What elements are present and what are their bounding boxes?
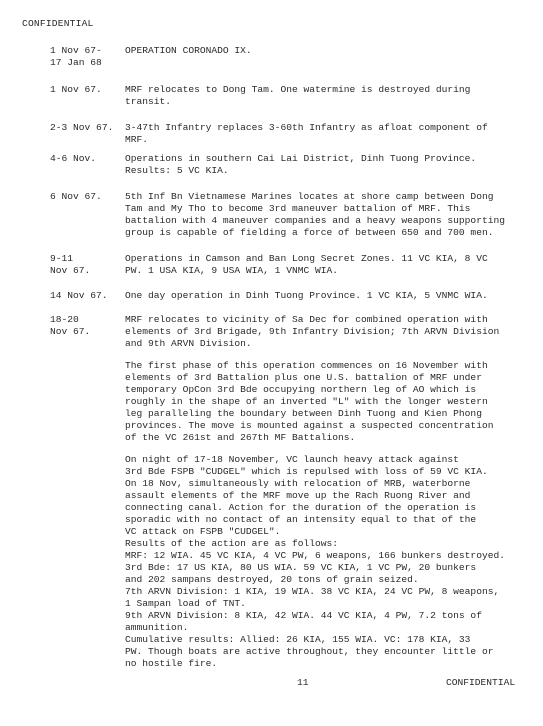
- entry-date: 18-20 Nov 67.: [50, 314, 91, 337]
- results-block: Results of the action are as follows: MRF: 12 WIA. 45 VC KIA, 4 VC PW, 6 weapons, 166 bunkers destroyed. 3rd Bde: 17 US KIA, 80 US WIA. 59 VC KIA, 1 VC PW, 20 bunkers and 202 sampans destroyed, 20 tons of grain seized. 7th ARVN Division: 1 KIA, 19 WIA. 38 VC KIA, 24 VC PW, 8 weapons, 1 Sampan load of TNT. 9th ARVN Division: 8 KIA, 42 WIA. 44 VC KIA, 4 PW, 7.2 tons of ammunition. Cumulative results: Allied: 26 KIA, 155 WIA. VC: 178 KIA, 33 PW. Though boats are active throughout, they encounter little or no hostile fire.: [125, 538, 505, 669]
- entry-date: 4-6 Nov.: [50, 153, 97, 164]
- entry-text: Operations in southern Cai Lai District, Dinh Tuong Province. Results: 5 VC KIA.: [125, 153, 477, 176]
- entry-date: 6 Nov 67.: [50, 191, 102, 202]
- entry-text: 5th Inf Bn Vietnamese Marines locates at shore camp between Dong Tam and My Tho to become 3rd maneuver battalion of MRF. This battalion with 4 maneuver companies and a heavy weapons supporting group is capable of fielding a force of between 650 and 700 men.: [125, 191, 505, 238]
- footer-classification: CONFIDENTIAL: [446, 677, 516, 688]
- narrative-paragraph: On night of 17-18 November, VC launch heavy attack against 3rd Bde FSPB "CUDGEL" which is repulsed with loss of 59 VC KIA. On 18 Nov, simultaneously with relocation of MRB, waterborne assault elements of the MRF move up the Rach Ruong River and connecting canal. Action for the duration of the operation is sporadic with no contact of an intensity equal to that of the VC attack on FSPB "CUDGEL".: [125, 454, 488, 537]
- page-number: 11: [297, 677, 309, 688]
- entry-date: 1 Nov 67- 17 Jan 68: [50, 45, 102, 68]
- entry-text: OPERATION CORONADO IX.: [125, 45, 252, 56]
- header-classification: CONFIDENTIAL: [22, 18, 94, 29]
- narrative-paragraph: The first phase of this operation commences on 16 November with elements of 3rd Battalion plus one U.S. battalion of MRF under temporary OpCon 3rd Bde occupying northern leg of AO which is roughly in the shape of an inverted "L" with the longer western leg paralleling the boundary between Dinh Tuong and Kien Phong provinces. The move is mounted against a suspected concentration of the VC 261st and 267th MF Battalions.: [125, 360, 494, 443]
- entry-text: One day operation in Dinh Tuong Province. 1 VC KIA, 5 VNMC WIA.: [125, 290, 488, 301]
- entry-text: 3-47th Infantry replaces 3-60th Infantry as afloat component of MRF.: [125, 122, 488, 145]
- entry-date: 9-11 Nov 67.: [50, 253, 91, 276]
- entry-date: 2-3 Nov 67.: [50, 122, 114, 133]
- entry-text: MRF relocates to vicinity of Sa Dec for combined operation with elements of 3rd Brigade, 9th Infantry Division; 7th ARVN Division and 9th ARVN Division.: [125, 314, 500, 349]
- entry-date: 1 Nov 67.: [50, 84, 102, 95]
- entry-date: 14 Nov 67.: [50, 290, 108, 301]
- entry-text: Operations in Camson and Ban Long Secret Zones. 11 VC KIA, 8 VC PW. 1 USA KIA, 9 USA WIA, 1 VNMC WIA.: [125, 253, 488, 276]
- entry-text: MRF relocates to Dong Tam. One watermine is destroyed during transit.: [125, 84, 471, 107]
